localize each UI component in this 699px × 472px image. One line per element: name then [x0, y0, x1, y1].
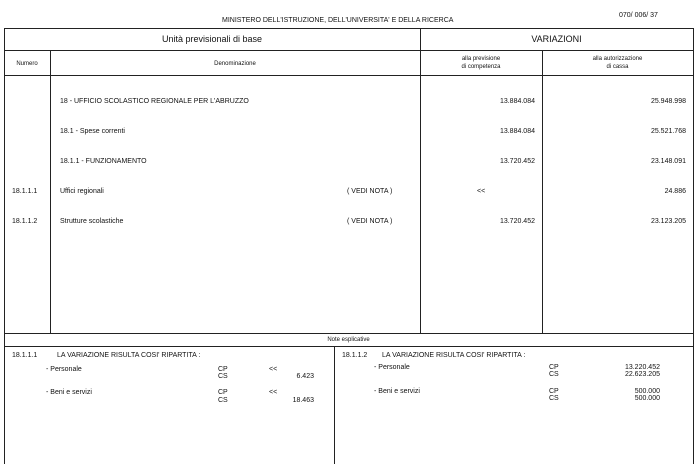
row-nota: ( VEDI NOTA ) — [347, 188, 393, 195]
cp-value: << — [269, 389, 278, 396]
row-competenza: 13.720.452 — [499, 218, 535, 225]
row-cassa: 25.521.768 — [650, 128, 686, 135]
note-item-label: - Personale — [46, 366, 82, 373]
header-unita: Unità previsionali di base — [161, 34, 263, 44]
notes-title: Note esplicative — [327, 337, 370, 343]
note-heading: LA VARIAZIONE RISULTA COSI' RIPARTITA : — [57, 352, 201, 359]
header-cassa-2: di cassa — [606, 64, 629, 70]
cp-value: 500.000 — [634, 388, 660, 395]
cp-value: << — [269, 366, 278, 373]
header-numero: Numero — [16, 61, 38, 67]
note-item-label: - Beni e servizi — [46, 389, 92, 396]
cs-value: 18.463 — [292, 397, 314, 404]
row-competenza: 13.884.084 — [499, 98, 535, 105]
row-denominazione: Uffici regionali — [60, 188, 104, 195]
row-denominazione: 18.1 - Spese correnti — [60, 128, 125, 135]
header-competenza-1: alla previsione — [461, 56, 501, 62]
cp-value: 13.220.452 — [624, 364, 660, 371]
page-code: 070/ 006/ 37 — [619, 12, 658, 19]
row-numero: 18.1.1.1 — [12, 188, 38, 195]
row-denominazione: 18.1.1 - FUNZIONAMENTO — [60, 158, 147, 165]
cp-label: CP — [218, 366, 228, 373]
row-cassa: 24.886 — [664, 188, 686, 195]
header-cassa-1: alla autorizzazione — [592, 56, 643, 62]
cs-value: 500.000 — [634, 395, 660, 402]
cs-label: CS — [549, 371, 559, 378]
cp-label: CP — [218, 389, 228, 396]
note-item-label: - Beni e servizi — [374, 388, 420, 395]
row-competenza: 13.720.452 — [499, 158, 535, 165]
cs-value: 22.623.205 — [624, 371, 660, 378]
row-cassa: 25.948.998 — [650, 98, 686, 105]
row-cassa: 23.123.205 — [650, 218, 686, 225]
note-heading: LA VARIAZIONE RISULTA COSI' RIPARTITA : — [382, 352, 526, 359]
ministry-title: MINISTERO DELL'ISTRUZIONE, DELL'UNIVERSITA' E DELLA RICERCA — [222, 17, 454, 24]
row-cassa: 23.148.091 — [650, 158, 686, 165]
header-variazioni: VARIAZIONI — [531, 34, 582, 44]
row-nota: ( VEDI NOTA ) — [347, 218, 393, 225]
cs-label: CS — [218, 373, 228, 380]
header-denominazione: Denominazione — [214, 61, 256, 67]
row-denominazione: 18 - UFFICIO SCOLASTICO REGIONALE PER L'ABRUZZO — [60, 98, 249, 105]
row-competenza: << — [477, 188, 486, 195]
row-numero: 18.1.1.2 — [12, 218, 38, 225]
cs-label: CS — [218, 397, 228, 404]
row-denominazione: Strutture scolastiche — [60, 218, 124, 225]
note-code: 18.1.1.2 — [342, 352, 368, 359]
note-item-label: - Personale — [374, 364, 410, 371]
cp-label: CP — [549, 388, 559, 395]
cp-label: CP — [549, 364, 559, 371]
cs-label: CS — [549, 395, 559, 402]
header-competenza-2: di competenza — [461, 64, 501, 70]
note-code: 18.1.1.1 — [12, 352, 38, 359]
row-competenza: 13.884.084 — [499, 128, 535, 135]
cs-value: 6.423 — [296, 373, 314, 380]
